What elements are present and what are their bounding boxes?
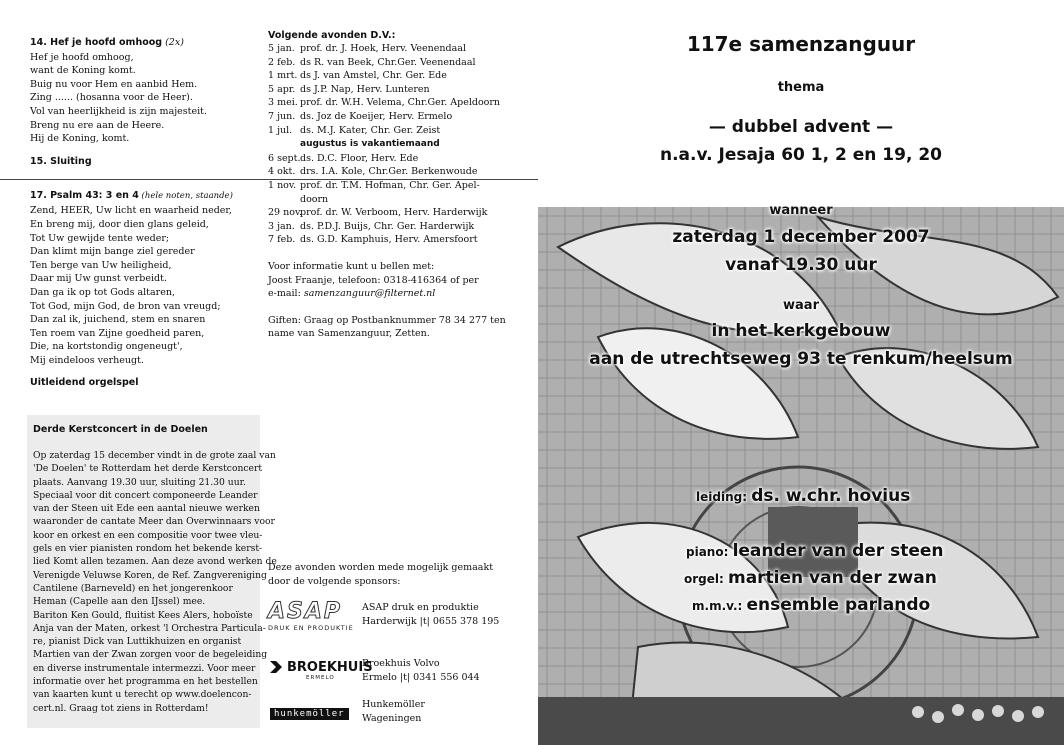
broekhuis-logo: BROEKHUIS: [287, 659, 373, 675]
concert-line: 'De Doelen' te Rotterdam het derde Kerstconcert: [33, 463, 263, 475]
sponsor-hunkemoller-text: Hunkemöller Wageningen: [362, 699, 425, 724]
concert-line: re, pianist Dick van Luttikhuizen en organist: [33, 636, 242, 648]
lyric-line: Tot God, mijn God, de bron van vreugd;: [30, 300, 221, 312]
lyric-line: Ten roem van Zijne goedheid paren,: [30, 327, 205, 339]
asap-logo: ASAP: [268, 599, 343, 624]
lyric-line: Breng nu ere aan de Heere.: [30, 119, 165, 131]
sponsor-hunkemoller: [270, 701, 349, 720]
item-15-heading: 15. Sluiting: [30, 155, 92, 167]
concert-line: informatie over het programma en het bestellen: [33, 676, 258, 688]
lyric-line: Dan klimt mijn bange ziel gereder: [30, 246, 195, 258]
lyric-line: Dan zal ik, juichend, stem en snaren: [30, 314, 206, 326]
concert-line: cert.nl. Graag tot ziens in Rotterdam!: [33, 702, 209, 714]
lyric-line: Hij de Koning, komt.: [30, 133, 130, 145]
hunkemoller-logo: hunkemöller: [270, 708, 349, 720]
lyric-line: want de Koning komt.: [30, 65, 136, 77]
event-time: vanaf 19.30 uur: [725, 255, 877, 275]
concert-line: Anja van der Maten, orkest 'l Orchestra Particula-: [33, 622, 266, 634]
schedule-row: 2 feb. ds R. van Beek, Chr.Ger. Veenendaal: [268, 56, 476, 68]
sponsor-asap-text: ASAP druk en produktie Harderwijk |t| 0655 378 195: [362, 602, 500, 627]
lyric-line: En breng mij, door dien glans geleid,: [30, 218, 209, 230]
schedule-row: 7 feb. ds. G.D. Kamphuis, Herv. Amersfoort: [268, 234, 478, 246]
schedule-row: 1 mrt. ds J. van Amstel, Chr. Ger. Ede: [268, 70, 447, 82]
lyric-line: Dan ga ik op tot Gods altaren,: [30, 286, 175, 298]
schedule-row: 4 okt. drs. I.A. Kole, Chr.Ger. Berkenwoude: [268, 166, 478, 178]
leader-line: leiding: ds. w.chr. hovius: [696, 486, 911, 506]
organ-line: orgel: martien van der zwan: [684, 568, 937, 588]
ensemble-line: m.m.v.: ensemble parlando: [692, 595, 931, 615]
venue-name: in het kerkgebouw: [711, 321, 891, 341]
concert-line: Martien van der Zwan zorgen voor de begeleiding: [33, 649, 268, 661]
item-17-lyrics: [30, 204, 255, 367]
schedule-row: 6 sept.ds. D.C. Floor, Herv. Ede: [268, 152, 419, 164]
schedule-column: [268, 30, 518, 341]
concert-line: en diverse instrumentale intermezzi. Voor meer: [33, 662, 256, 674]
schedule-row: doorn: [300, 193, 329, 205]
theme-title: — dubbel advent —: [708, 117, 894, 137]
concert-line: Cantilene (Barneveld) en het jongerenkoor: [33, 582, 233, 594]
lyric-line: Tot Uw gewijde tente weder;: [30, 232, 170, 244]
lyric-line: Zing ...... (hosanna voor de Heer).: [30, 92, 193, 104]
theme-label: thema: [777, 80, 825, 95]
event-title: 117e samenzanguur: [686, 32, 916, 56]
lyric-line: Die, na kortstondig ongeneugt',: [30, 341, 183, 353]
schedule-row: 7 jun. ds. Joz de Koeijer, Herv. Ermelo: [268, 110, 453, 122]
lyric-line: Hef je hoofd omhoog,: [30, 51, 134, 63]
concert-line: Verenigde Veluwse Koren, de Ref. Zangvereniging: [33, 569, 267, 581]
concert-line: lied Komt allen tezamen. Aan deze avond werken de: [33, 556, 277, 568]
stained-glass-image: [538, 207, 1064, 745]
item-14-heading: 14. Hef je hoofd omhoog (2x): [30, 37, 184, 48]
stained-glass-photo: [538, 207, 1064, 745]
lyric-line: Ten berge van Uw heiligheid,: [30, 259, 172, 271]
schedule-row: 3 mei. prof. dr. W.H. Velema, Chr.Ger. Apeldoorn: [268, 97, 501, 109]
sponsor-broekhuis: BROEKHUIS ERMELO: [268, 659, 373, 681]
concert-title: Derde Kerstconcert in de Doelen: [33, 424, 208, 435]
schedule-row: 5 apr. ds J.P. Nap, Herv. Lunteren: [268, 83, 430, 95]
schedule-row: 1 nov. prof. dr. T.M. Hofman, Chr. Ger. Apel-: [268, 179, 480, 191]
schedule-row: 29 nov.prof. dr. W. Verboom, Herv. Harderwijk: [268, 207, 488, 219]
contact-email: samenzanguur@filternet.nl: [303, 288, 436, 300]
vacation-note: augustus is vakantiemaand: [300, 139, 440, 150]
sponsor-asap: ASAP DRUK EN PRODUKTIE: [268, 599, 354, 632]
concert-line: Op zaterdag 15 december vindt in de grote zaal van: [33, 450, 276, 461]
schedule-row: 3 jan. ds. P.D.J. Buijs, Chr. Ger. Harderwijk: [268, 220, 475, 232]
broekhuis-emblem-icon: [268, 659, 284, 675]
donation-info: Giften: Graag op Postbanknummer 78 34 277 ten name van Samenzanguur, Zetten.: [268, 314, 506, 340]
lyric-line: Vol van heerlijkheid is zijn majesteit.: [30, 105, 207, 117]
sponsor-broekhuis-text: Broekhuis Volvo Ermelo |t| 0341 556 044: [362, 658, 480, 683]
concert-line: gels en vier pianisten rondom het bekende kerst-: [33, 543, 263, 555]
concert-line: Heman (Capelle aan den IJssel) mee.: [33, 596, 206, 608]
schedule-row: 5 jan. prof. dr. J. Hoek, Herv. Veenendaal: [268, 43, 466, 54]
schedule-row: 1 jul. ds. M.J. Kater, Chr. Ger. Zeist: [268, 124, 441, 136]
concert-line: van der Steen uit Ede een aantal nieuwe werken: [33, 503, 260, 515]
when-label: wanneer: [769, 203, 833, 218]
schedule-heading: Volgende avonden D.V.:: [268, 30, 396, 41]
order-of-service-column: [30, 30, 255, 388]
event-date: zaterdag 1 december 2007: [672, 227, 930, 247]
closing-organ: Uitleidend orgelspel: [30, 377, 139, 389]
concert-announcement-box: [27, 415, 277, 728]
cover-panel: [538, 0, 1064, 745]
lyric-line: Daar mij Uw gunst verbeidt.: [30, 273, 167, 285]
contact-info: Voor informatie kunt u bellen met: Joost Fraanje, telefoon: 0318-416364 of per e-mail: samenzanguur@filternet.nl: [268, 260, 479, 300]
lyric-line: Zend, HEER, Uw licht en waarheid neder,: [30, 205, 232, 217]
schedule-list: [268, 42, 518, 247]
theme-reference: n.a.v. Jesaja 60 1, 2 en 19, 20: [660, 145, 942, 165]
concert-line: waaronder de cantate Meer dan Overwinnaars voor: [33, 516, 275, 528]
lyric-line: Mij eindeloos verheugt.: [30, 354, 144, 366]
lyric-line: Buig nu voor Hem en aanbid Hem.: [30, 78, 198, 90]
concert-line: koor en orkest en een compositie voor twee vleu-: [33, 529, 263, 541]
concert-text: [33, 449, 277, 715]
concert-line: Speciaal voor dit concert componeerde Leander: [33, 489, 258, 501]
venue-address: aan de utrechtseweg 93 te renkum/heelsum: [589, 349, 1013, 369]
piano-line: piano: leander van der steen: [686, 541, 944, 561]
concert-line: plaats. Aanvang 19.30 uur, sluiting 21.30 uur.: [33, 476, 246, 488]
concert-line: Bariton Ken Gould, fluitist Kees Alers, hoboïste: [33, 609, 253, 621]
sponsor-intro: Deze avonden worden mede mogelijk gemaakt door de volgende sponsors:: [268, 562, 494, 587]
item-14-lyrics: [30, 51, 255, 146]
where-label: waar: [783, 298, 819, 313]
item-17-heading: 17. Psalm 43: 3 en 4 (hele noten, staande): [30, 189, 233, 201]
sponsors-section: [268, 561, 528, 724]
concert-line: van kaarten kunt u terecht op www.doelencon-: [33, 689, 252, 701]
